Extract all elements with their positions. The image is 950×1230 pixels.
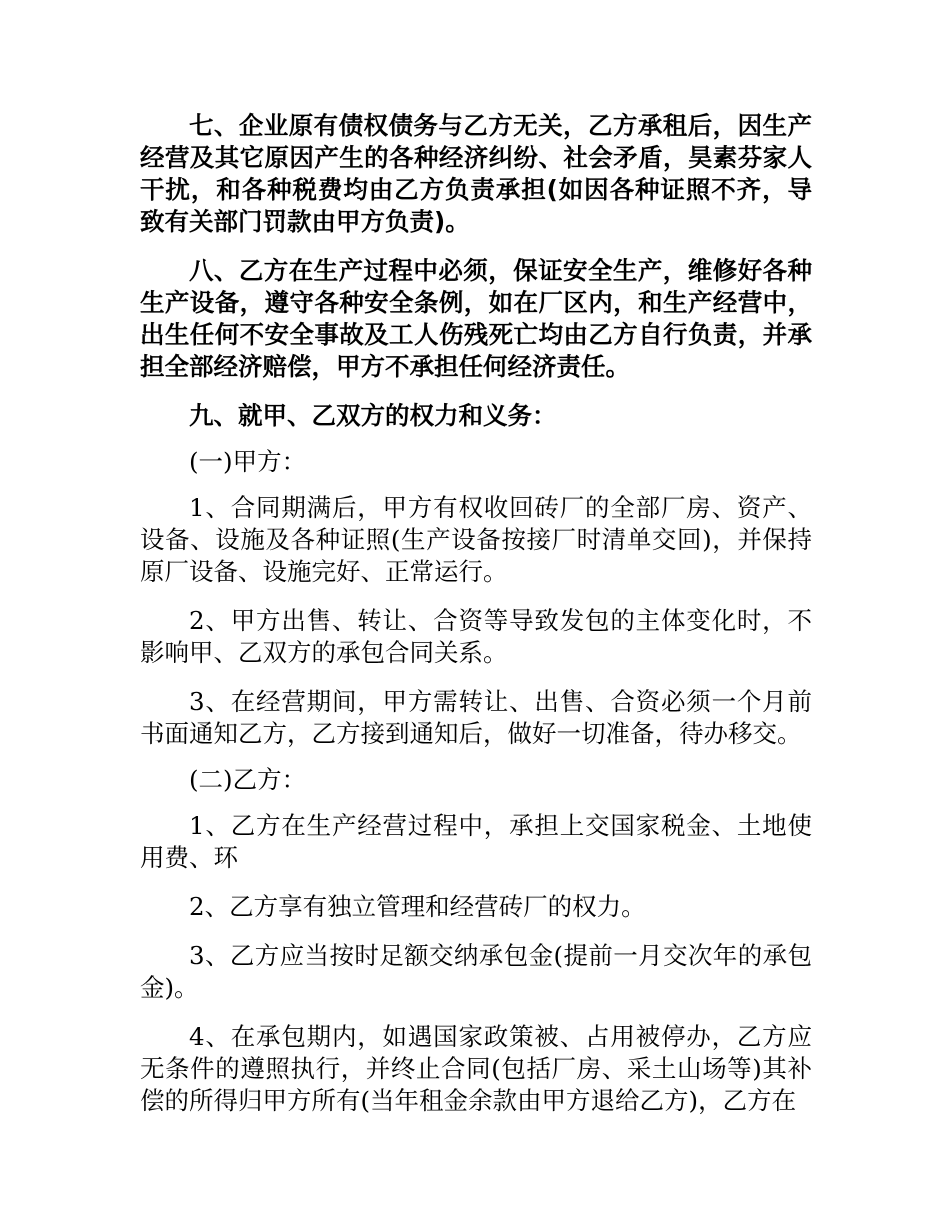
party-b-item-3: 3、乙方应当按时足额交纳承包金(提前一月交次年的承包金)。: [140, 941, 812, 1002]
party-b-item-1: 1、乙方在生产经营过程中，承担上交国家税金、土地使用费、环: [140, 811, 812, 872]
clause-9-heading: 九、就甲、乙双方的权力和义务：: [189, 401, 557, 430]
clause-7-paragraph: 七、企业原有债权债务与乙方无关，乙方承租后，因生产经营及其它原因产生的各种经济纠纷、社会矛盾，昊素芬家人干扰，和各种税费均由乙方负责承担(如因各种证照不齐，导致有关部门罚款由甲方负责)。: [140, 111, 812, 236]
document-page: [140, 110, 812, 1134]
party-b-heading: (二)乙方：: [189, 765, 307, 794]
party-b-item-4: 4、在承包期内，如遇国家政策被、占用被停办，乙方应无条件的遵照执行，并终止合同(包括厂房、采土山场等)其补偿的所得归甲方所有(当年租金余款由甲方退给乙方)，乙方在: [140, 1022, 812, 1115]
party-b-item-2: 2、乙方享有独立管理和经营砖厂的权力。: [189, 892, 646, 921]
party-a-heading: (一)甲方：: [189, 447, 307, 476]
party-a-item-2: 2、甲方出售、转让、合资等导致发包的主体变化时，不影响甲、乙双方的承包合同关系。: [140, 606, 812, 667]
party-a-item-3: 3、在经营期间，甲方需转让、出售、合资必须一个月前书面通知乙方，乙方接到通知后，做好一切准备，待办移交。: [140, 687, 812, 748]
clause-8-paragraph: 八、乙方在生产过程中必须，保证安全生产，维修好各种生产设备，遵守各种安全条例，如在厂区内，和生产经营中，出生任何不安全事故及工人伤残死亡均由乙方自行负责，并承担全部经济赔偿，甲方不承担任何经济责任。: [140, 256, 812, 381]
party-a-item-1: 1、合同期满后，甲方有权收回砖厂的全部厂房、资产、设备、设施及各种证照(生产设备按接厂时清单交回)，并保持原厂设备、设施完好、正常运行。: [140, 493, 812, 586]
